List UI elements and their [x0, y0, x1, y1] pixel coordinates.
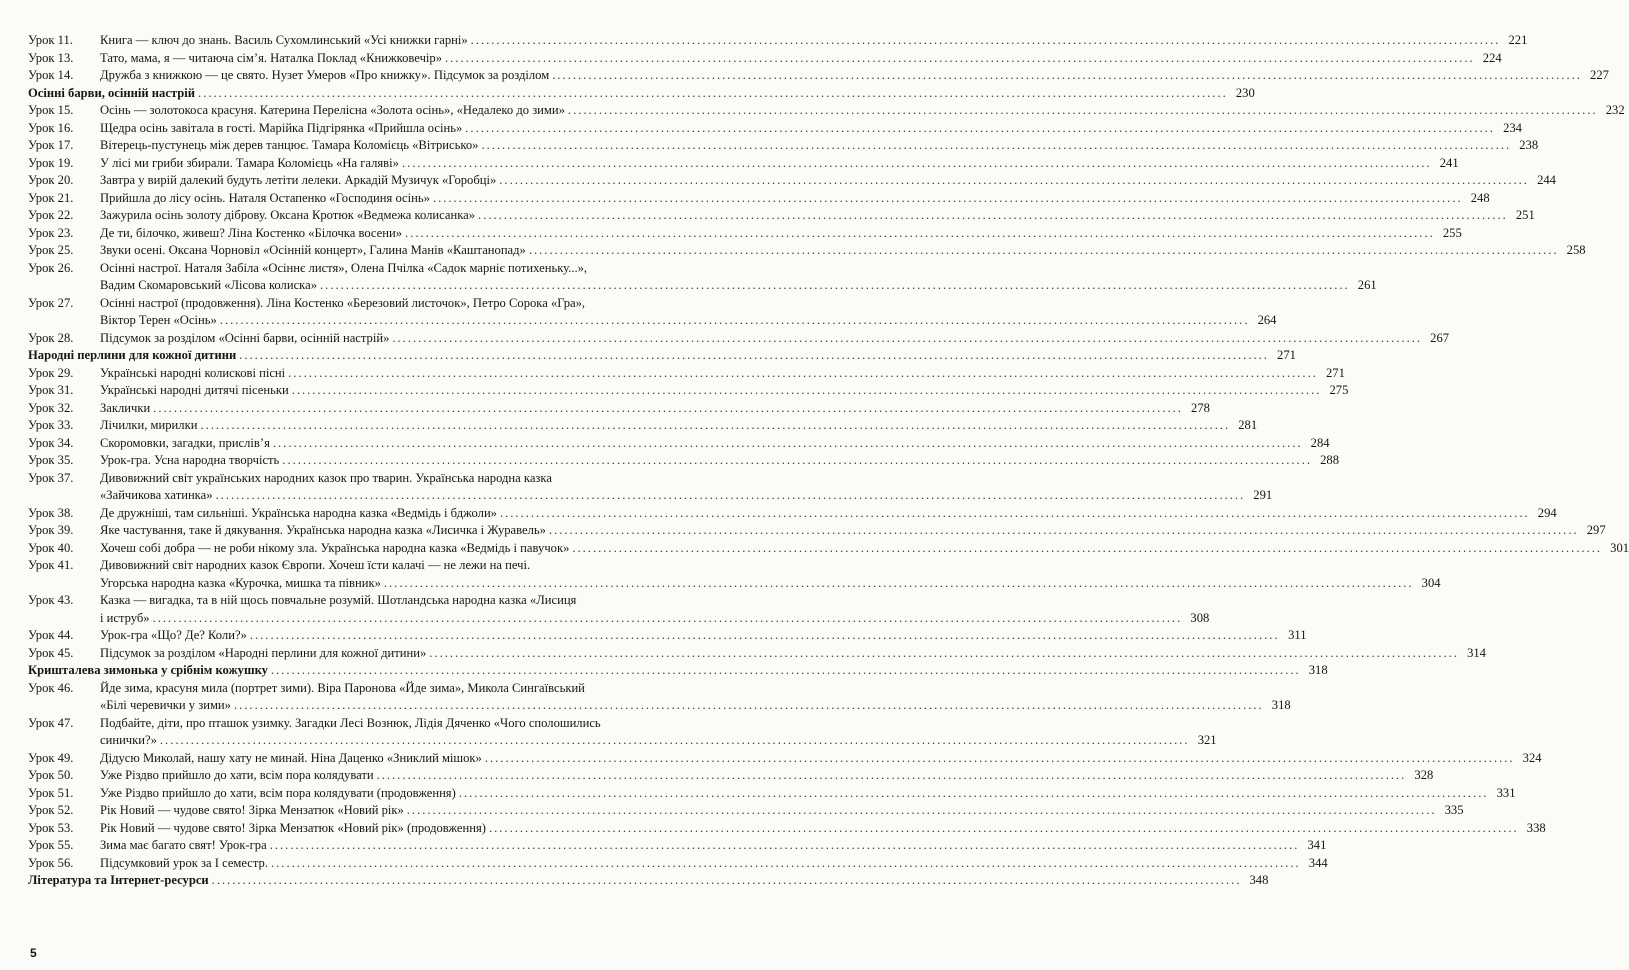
toc-entry: [28, 522, 1606, 540]
dot-leader: ........................................................................................................................................................................................................: [153, 400, 1183, 415]
dot-leader: ........................................................................................................................................................................................................: [552, 68, 1582, 82]
toc-entry: [28, 820, 1546, 838]
table-of-contents: [28, 32, 1629, 890]
entry-title-line: Підсумок за розділом «Осінні барви, осінній настрій»: [100, 330, 390, 345]
toc-entry: [28, 417, 1258, 435]
page-ref: 241: [1439, 155, 1459, 170]
page-ref: 244: [1537, 173, 1556, 187]
toc-entry: [28, 802, 1464, 820]
entry-title-line: Йде зима, красуня мила (портрет зими). Віра Паронова «Йде зима», Микола Сингаївський: [100, 680, 585, 695]
lesson-number: Урок 13.: [28, 50, 74, 65]
toc-entry: [28, 855, 1328, 873]
entry-title-line: «Зайчикова хатинка»: [100, 488, 213, 502]
entry-title-line: Хочеш собі добра — не роби нікому зла. Українська народна казка «Ведмідь і павучок»: [100, 540, 570, 555]
page-ref: 348: [1249, 873, 1269, 887]
entry-title-line: Тато, мама, я — читаюча сім’я. Наталка Поклад «Книжковечір»: [100, 50, 442, 65]
page-ref: 344: [1308, 855, 1328, 870]
lesson-number: Урок 52.: [28, 803, 74, 817]
page-ref: 284: [1310, 435, 1330, 450]
toc-entry: [28, 592, 1210, 627]
lesson-number: Урок 44.: [28, 628, 74, 642]
toc-entry: [28, 505, 1557, 523]
entry-title-line: Лічилки, мирилки: [100, 418, 198, 432]
entry-title-line: Дивовижний світ народних казок Європи. Хочеш їсти калачі — не лежи на печі.: [100, 558, 531, 572]
section-title: Народні перлини для кожної дитини: [28, 348, 237, 362]
lesson-number: Урок 26.: [28, 260, 74, 275]
entry-title-line: синички?»: [100, 733, 157, 747]
lesson-number: Урок 47.: [28, 715, 74, 730]
entry-title-line: Вітерець-пустунець між дерев танцює. Тамара Коломієць «Вітрисько»: [100, 138, 479, 152]
dot-leader: ........................................................................................................................................................................................................: [406, 803, 1437, 817]
entry-title-line: «Білі черевички у зими»: [100, 698, 231, 712]
toc-entry: [28, 767, 1434, 785]
page-ref: 251: [1515, 208, 1535, 222]
lesson-number: Урок 23.: [28, 225, 74, 240]
dot-leader: ........................................................................................................................................................................................................: [215, 488, 1246, 502]
dot-leader: ........................................................................................................................................................................................................: [152, 610, 1183, 625]
entry-title-line: Книга — ключ до знань. Василь Сухомлинський «Усі книжки гарні»: [100, 33, 468, 47]
dot-leader: ........................................................................................................................................................................................................: [528, 243, 1559, 257]
toc-entry: [28, 295, 1277, 330]
toc-entry: [28, 190, 1490, 208]
page-ref: 308: [1190, 610, 1210, 625]
dot-leader: ........................................................................................................................................................................................................: [465, 120, 1495, 135]
entry-title-line: Щедра осінь завітала в гості. Марійка Підгірянка «Прийшла осінь»: [100, 120, 463, 135]
dot-leader: ........................................................................................................................................................................................................: [271, 855, 1301, 870]
toc-entry: [28, 102, 1625, 120]
section-title: Осінні барви, осінній настрій: [28, 85, 196, 100]
lesson-number: Урок 32.: [28, 400, 74, 415]
page-ref: 271: [1325, 365, 1345, 380]
page-ref: 258: [1566, 243, 1586, 257]
toc-entry: [28, 50, 1502, 68]
toc-entry: [28, 225, 1462, 243]
entry-title-line: Казка — вигадка, та в ній щось повчальне розумій. Шотландська народна казка «Лисиця: [100, 593, 577, 607]
page-number: 5: [30, 946, 37, 960]
toc-entry: [28, 715, 1217, 750]
dot-leader: ........................................................................................................................................................................................................: [272, 435, 1303, 450]
toc-section-heading: [28, 347, 1296, 365]
toc-entry: [28, 837, 1327, 855]
lesson-number: Урок 50.: [28, 768, 74, 782]
dot-leader: ........................................................................................................................................................................................................: [320, 278, 1350, 292]
lesson-number: Урок 34.: [28, 435, 74, 450]
lesson-number: Урок 51.: [28, 785, 74, 800]
entry-title-line: Зима має багато свят! Урок-гра: [100, 838, 267, 852]
entry-title-line: і иструб»: [100, 610, 150, 625]
page-ref: 341: [1307, 838, 1327, 852]
dot-leader: ........................................................................................................................................................................................................: [478, 208, 1508, 222]
dot-leader: ........................................................................................................................................................................................................: [282, 453, 1312, 467]
page-ref: 288: [1320, 453, 1339, 467]
dot-leader: ........................................................................................................................................................................................................: [484, 750, 1515, 765]
dot-leader: ........................................................................................................................................................................................................: [499, 505, 1530, 520]
page-ref: 281: [1238, 418, 1258, 432]
lesson-number: Урок 53.: [28, 820, 74, 835]
entry-title-line: Уже Різдво прийшло до хати, всім пора колядувати: [100, 768, 374, 782]
page-ref: 314: [1467, 645, 1486, 660]
toc-section-heading: [28, 662, 1328, 680]
toc-entry: [28, 172, 1556, 190]
toc-entry: [28, 785, 1516, 803]
lesson-number: Урок 49.: [28, 750, 74, 765]
dot-leader: ........................................................................................................................................................................................................: [432, 190, 1463, 205]
dot-leader: ........................................................................................................................................................................................................: [376, 768, 1407, 782]
page-ref: 267: [1430, 330, 1450, 345]
page-ref: 318: [1271, 698, 1291, 712]
entry-title-line: Осінні настрої (продовження). Ліна Костенко «Березовий листочок», Петро Сорока «Гра»,: [100, 295, 586, 310]
entry-title-line: Яке частування, таке й дякування. Українська народна казка «Лисичка і Журавель»: [100, 523, 546, 537]
toc-entry: [28, 67, 1609, 85]
entry-title-line: Дідусю Миколай, нашу хату не минай. Ніна Даценко «Зниклий мішок»: [100, 750, 482, 765]
dot-leader: ........................................................................................................................................................................................................: [269, 838, 1300, 852]
dot-leader: ........................................................................................................................................................................................................: [159, 733, 1190, 747]
dot-leader: ........................................................................................................................................................................................................: [233, 698, 1264, 712]
toc-entry: [28, 470, 1273, 505]
lesson-number: Урок 41.: [28, 558, 74, 572]
page-ref: 338: [1526, 820, 1546, 835]
lesson-number: Урок 55.: [28, 838, 74, 852]
page-ref: 275: [1329, 383, 1349, 397]
toc-entry: [28, 680, 1291, 715]
dot-leader: ........................................................................................................................................................................................................: [405, 225, 1435, 240]
toc-entry: [28, 155, 1459, 173]
lesson-number: Урок 22.: [28, 208, 74, 222]
page-ref: 224: [1482, 50, 1502, 65]
lesson-number: Урок 25.: [28, 243, 74, 257]
dot-leader: ........................................................................................................................................................................................................: [567, 103, 1598, 117]
dot-leader: ........................................................................................................................................................................................................: [219, 313, 1250, 327]
dot-leader: ........................................................................................................................................................................................................: [445, 50, 1475, 65]
page-ref: 328: [1414, 768, 1434, 782]
dot-leader: ........................................................................................................................................................................................................: [481, 138, 1512, 152]
lesson-number: Урок 43.: [28, 593, 74, 607]
page-ref: 238: [1519, 138, 1539, 152]
toc-entry: [28, 365, 1345, 383]
page-ref: 335: [1444, 803, 1464, 817]
entry-title-line: Рік Новий — чудове свято! Зірка Мензатюк «Новий рік» (продовження): [100, 820, 486, 835]
page-ref: 297: [1586, 523, 1606, 537]
lesson-number: Урок 16.: [28, 120, 74, 135]
dot-leader: ........................................................................................................................................................................................................: [288, 365, 1318, 380]
entry-title-line: Уже Різдво прийшло до хати, всім пора колядувати (продовження): [100, 785, 456, 800]
dot-leader: ........................................................................................................................................................................................................: [249, 628, 1280, 642]
toc-entry: [28, 207, 1535, 225]
lesson-number: Урок 37.: [28, 470, 74, 485]
lesson-number: Урок 29.: [28, 365, 74, 380]
entry-title-line: Осінні настрої. Наталя Забіла «Осіннє листя», Олена Пчілка «Садок марніє потихеньку...»,: [100, 260, 588, 275]
dot-leader: ........................................................................................................................................................................................................: [488, 820, 1519, 835]
toc-entry: [28, 435, 1330, 453]
entry-title-line: Урок-гра. Усна народна творчість: [100, 453, 280, 467]
toc-entry: [28, 120, 1522, 138]
page-ref: 271: [1277, 348, 1296, 362]
dot-leader: ........................................................................................................................................................................................................: [270, 663, 1301, 677]
lesson-number: Урок 45.: [28, 645, 74, 660]
page-ref: 227: [1590, 68, 1609, 82]
lesson-number: Урок 15.: [28, 103, 74, 117]
toc-section-heading: [28, 872, 1269, 890]
entry-title-line: Підсумок за розділом «Народні перлини для кожної дитини»: [100, 645, 427, 660]
dot-leader: ........................................................................................................................................................................................................: [291, 383, 1322, 397]
toc-entry: [28, 645, 1486, 663]
lesson-number: Урок 39.: [28, 523, 74, 537]
toc-entry: [28, 540, 1629, 558]
entry-title-line: Прийшла до лісу осінь. Наталя Остапенко «Господиня осінь»: [100, 190, 430, 205]
toc-section-heading: [28, 85, 1255, 103]
page-ref: 221: [1508, 33, 1528, 47]
dot-leader: ........................................................................................................................................................................................................: [383, 575, 1414, 590]
entry-title-line: Українські народні колискові пісні: [100, 365, 286, 380]
lesson-number: Урок 33.: [28, 418, 74, 432]
entry-title-line: Дружба з книжкою — це свято. Нузет Умеров «Про книжку». Підсумок за розділом: [100, 68, 550, 82]
entry-title-line: Вадим Скомаровський «Лісова колиска»: [100, 278, 317, 292]
dot-leader: ........................................................................................................................................................................................................: [499, 173, 1529, 187]
dot-leader: ........................................................................................................................................................................................................: [392, 330, 1423, 345]
toc-entry: [28, 242, 1586, 260]
entry-title-line: Зажурила осінь золоту діброву. Оксана Кротюк «Ведмежа колисанка»: [100, 208, 476, 222]
page-ref: 264: [1257, 313, 1277, 327]
lesson-number: Урок 28.: [28, 330, 74, 345]
lesson-number: Урок 17.: [28, 138, 74, 152]
page-ref: 234: [1503, 120, 1522, 135]
dot-leader: ........................................................................................................................................................................................................: [548, 523, 1579, 537]
page-ref: 311: [1288, 628, 1307, 642]
entry-title-line: Де ти, білочко, живеш? Ліна Костенко «Білочка восени»: [100, 225, 403, 240]
entry-title-line: Заклички: [100, 400, 151, 415]
toc-entry: [28, 400, 1210, 418]
page-ref: 278: [1191, 400, 1210, 415]
toc-entry: [28, 330, 1450, 348]
entry-title-line: Де дружніші, там сильніші. Українська народна казка «Ведмідь і бджоли»: [100, 505, 497, 520]
entry-title-line: У лісі ми гриби збирали. Тамара Коломієць «На галяві»: [100, 155, 399, 170]
lesson-number: Урок 21.: [28, 190, 74, 205]
section-title: Література та Інтернет-ресурси: [28, 873, 209, 887]
page-ref: 324: [1522, 750, 1542, 765]
dot-leader: ........................................................................................................................................................................................................: [572, 540, 1603, 555]
toc-entry: [28, 32, 1528, 50]
page-ref: 232: [1605, 103, 1625, 117]
page-ref: 304: [1421, 575, 1441, 590]
entry-title-line: Подбайте, діти, про пташок узимку. Загадки Лесі Вознюк, Лідія Дяченко «Чого сполошились: [100, 715, 601, 730]
section-title: Кришталева зимонька у срібнім кожушку: [28, 663, 268, 677]
page-ref: 318: [1308, 663, 1328, 677]
lesson-number: Урок 11.: [28, 33, 73, 47]
toc-entry: [28, 750, 1542, 768]
toc-entry: [28, 627, 1307, 645]
dot-leader: ........................................................................................................................................................................................................: [429, 645, 1459, 660]
dot-leader: ........................................................................................................................................................................................................: [200, 418, 1231, 432]
toc-entry: [28, 260, 1377, 295]
entry-title-line: Осінь — золотокоса красуня. Катерина Перелісна «Золота осінь», «Недалеко до зими»: [100, 103, 565, 117]
dot-leader: ........................................................................................................................................................................................................: [211, 873, 1242, 887]
dot-leader: ........................................................................................................................................................................................................: [458, 785, 1489, 800]
dot-leader: ........................................................................................................................................................................................................: [470, 33, 1501, 47]
page-ref: 230: [1235, 85, 1255, 100]
entry-title-line: Рік Новий — чудове свято! Зірка Мензатюк «Новий рік»: [100, 803, 404, 817]
lesson-number: Урок 31.: [28, 383, 74, 397]
entry-title-line: Українські народні дитячі пісеньки: [100, 383, 289, 397]
lesson-number: Урок 40.: [28, 540, 74, 555]
page-ref: 294: [1537, 505, 1557, 520]
lesson-number: Урок 27.: [28, 295, 74, 310]
entry-title-line: Дивовижний світ українських народних казок про тварин. Українська народна казка: [100, 470, 552, 485]
entry-title-line: Звуки осені. Оксана Чорновіл «Осінній концерт», Галина Манів «Каштанопад»: [100, 243, 526, 257]
page-ref: 301: [1610, 540, 1629, 555]
entry-title-line: Підсумковий урок за І семестр.: [100, 855, 268, 870]
page-ref: 261: [1357, 278, 1377, 292]
lesson-number: Урок 14.: [28, 68, 74, 82]
toc-entry: [28, 382, 1349, 400]
page-ref: 321: [1197, 733, 1217, 747]
dot-leader: ........................................................................................................................................................................................................: [239, 348, 1269, 362]
lesson-number: Урок 19.: [28, 155, 74, 170]
entry-title-line: Віктор Терен «Осінь»: [100, 313, 217, 327]
toc-entry: [28, 557, 1441, 592]
lesson-number: Урок 56.: [28, 855, 74, 870]
page-ref: 331: [1496, 785, 1516, 800]
lesson-number: Урок 38.: [28, 505, 74, 520]
page-ref: 248: [1470, 190, 1490, 205]
dot-leader: ........................................................................................................................................................................................................: [401, 155, 1432, 170]
toc-entry: [28, 137, 1539, 155]
page-ref: 291: [1253, 488, 1273, 502]
entry-title-line: Урок-гра «Що? Де? Коли?»: [100, 628, 247, 642]
entry-title-line: Скоромовки, загадки, прислів’я: [100, 435, 270, 450]
lesson-number: Урок 46.: [28, 680, 74, 695]
entry-title-line: Угорська народна казка «Курочка, мишка та півник»: [100, 575, 381, 590]
lesson-number: Урок 35.: [28, 453, 74, 467]
page-ref: 255: [1442, 225, 1462, 240]
entry-title-line: Завтра у вирій далекий будуть летіти лелеки. Аркадій Музичук «Горобці»: [100, 173, 497, 187]
toc-entry: [28, 452, 1339, 470]
lesson-number: Урок 20.: [28, 173, 74, 187]
dot-leader: ........................................................................................................................................................................................................: [198, 85, 1228, 100]
